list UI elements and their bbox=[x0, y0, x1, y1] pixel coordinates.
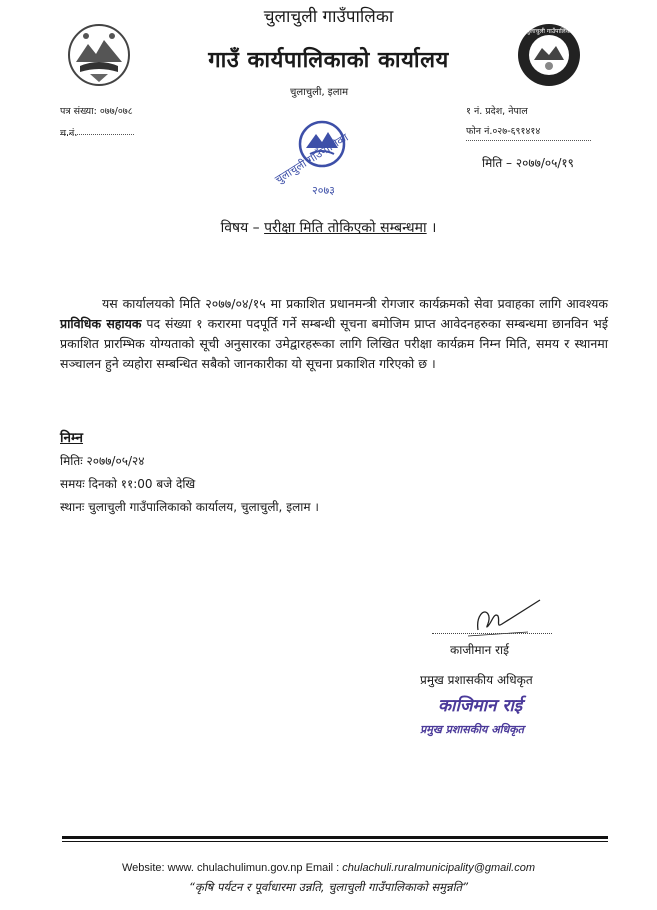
office-stamp bbox=[270, 108, 366, 200]
letter-date: मिति – २०७७/०५/१९ bbox=[482, 156, 574, 170]
body-part-2: पद संख्या १ करारमा पदपूर्ति गर्ने सम्बन्धी सूचना बमोजिम प्राप्त आवेदनहरुका सम्बन्धमा छानविन भई प्रकाशित प्रारम्भिक योग्यताको सूची अनुसारका उमेद्वारहरूका लागि लिखित परीक्षा कार्यक्रम निम्न मिति, समय र स्थानमा सञ्चालन हुने व्यहोरा सम्बन्धित सबैको जानकारीका यो सूचना प्रकाशित गरिएको छ । bbox=[60, 316, 608, 371]
handwritten-signature bbox=[458, 596, 546, 644]
signer-name: काजीमान राई bbox=[450, 643, 510, 657]
body-part-1: यस कार्यालयको मिति २०७७/०४/१५ मा प्रकाशित प्रधानमन्त्री रोगजार कार्यक्रमको सेवा प्रवाहका लागि आवश्यक bbox=[102, 296, 608, 311]
municipality-seal-logo bbox=[516, 22, 582, 88]
name-stamp: काजिमान राई bbox=[438, 696, 523, 716]
website-link[interactable]: www. chulachulimun.gov.np bbox=[167, 862, 303, 874]
exam-date: मितिः २०७७/०५/२४ bbox=[60, 454, 145, 468]
email-label: Email : bbox=[302, 862, 343, 874]
office-location: चुलाचुली, इलाम bbox=[290, 87, 349, 98]
subject-text: परीक्षा मिति तोकिएको सम्बन्धमा bbox=[264, 220, 427, 236]
municipality-name: चुलाचुली गाउँपालिका bbox=[263, 7, 394, 27]
reference-number: पत्र संख्या: ०७७/०७८ bbox=[60, 106, 133, 117]
seal-text: चुलाचुली गाउँपालिका bbox=[526, 28, 572, 35]
footer-motto: “कृषि पर्यटन र पूर्वाधारमा उन्नति, चुलाचुली गाउँपालिकाको समुन्नति” bbox=[188, 880, 469, 894]
notice-body bbox=[60, 294, 608, 374]
subject-line bbox=[0, 218, 657, 237]
exam-time: समयः दिनको ११:00 बजे देखि bbox=[60, 477, 196, 491]
footer-contact bbox=[0, 862, 657, 874]
subject-end: । bbox=[426, 220, 437, 236]
footer-divider-thin bbox=[62, 841, 608, 842]
exam-place: स्थानः चुलाचुली गाउँपालिकाको कार्यालय, चुलाचुली, इलाम । bbox=[60, 500, 319, 514]
signer-title: प्रमुख प्रशासकीय अधिकृत bbox=[420, 673, 533, 687]
phone-number: फोन नं.०२७-६९१४१४ bbox=[466, 126, 541, 137]
signature-line bbox=[432, 633, 552, 634]
subject-label: विषय – bbox=[220, 220, 265, 236]
schedule-heading: निम्न bbox=[60, 430, 84, 446]
website-label: Website: bbox=[121, 862, 168, 874]
dispatch-number: च.नं. bbox=[60, 128, 78, 139]
stamp-year: २०७३ bbox=[312, 184, 335, 197]
province-label: १ नं. प्रदेश, नेपाल bbox=[466, 106, 528, 117]
stamp-text: चुलाचुली गाउँपालिका bbox=[272, 130, 351, 187]
title-stamp: प्रमुख प्रशासकीय अधिकृत bbox=[420, 723, 524, 736]
office-title: गाउँ कार्यपालिकाको कार्यालय bbox=[208, 48, 449, 73]
email-link[interactable]: chulachuli.ruralmunicipality@gmail.com bbox=[342, 862, 536, 874]
footer-divider bbox=[62, 836, 608, 839]
phone-rule bbox=[466, 140, 591, 141]
dispatch-rule bbox=[60, 134, 134, 135]
body-post-title: प्राविधिक सहायक bbox=[60, 316, 142, 331]
